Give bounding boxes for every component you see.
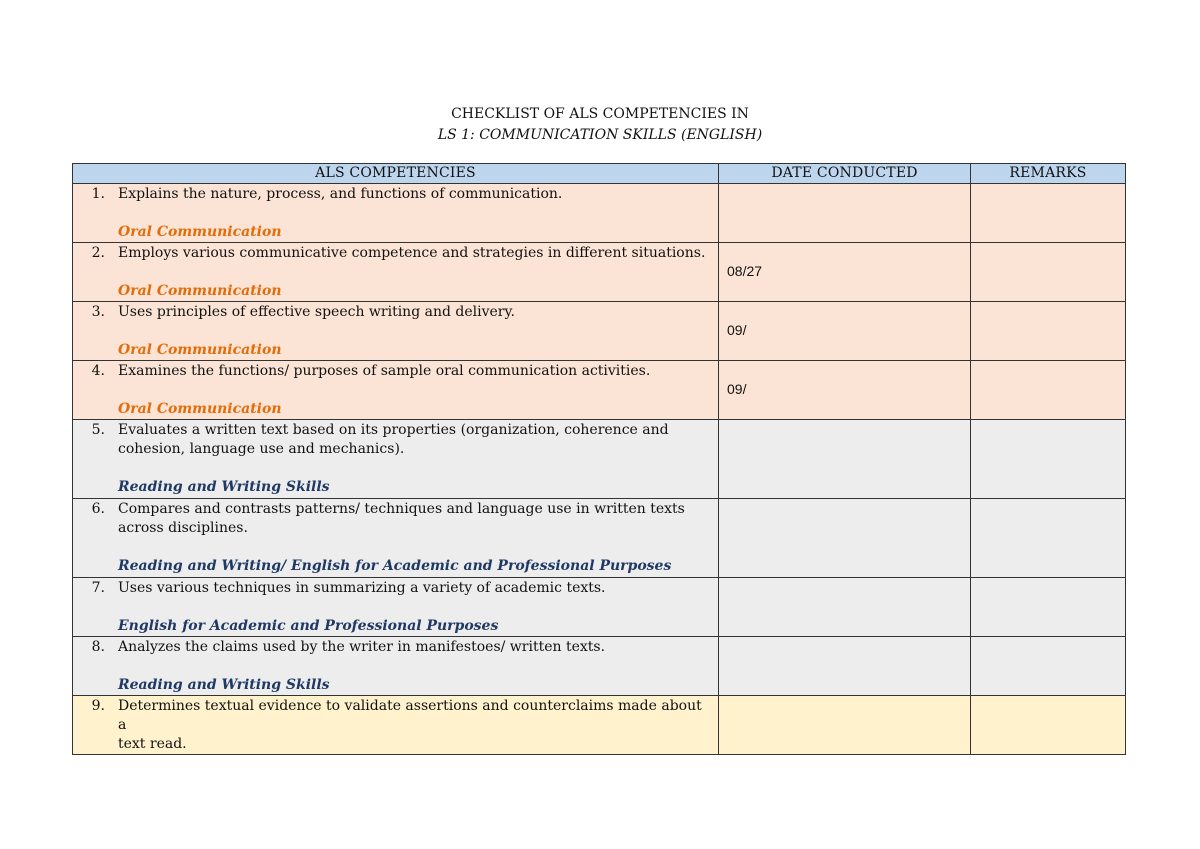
title-line-1: CHECKLIST OF ALS COMPETENCIES IN xyxy=(451,106,749,122)
date-value xyxy=(727,637,970,657)
remarks-cell[interactable] xyxy=(971,578,1126,637)
table-header-row xyxy=(73,164,1126,184)
row-number: 1. xyxy=(91,186,105,202)
table-row xyxy=(73,361,1126,420)
competency-text: Examines the functions/ purposes of sample oral communication activities. xyxy=(118,363,651,379)
row-number: 5. xyxy=(91,422,105,438)
competency-cell xyxy=(73,420,719,499)
competency-checklist-table xyxy=(72,163,1126,755)
date-value: 09/ xyxy=(727,381,747,397)
date-value xyxy=(727,420,970,440)
competency-text: Uses various techniques in summarizing a variety of academic texts. xyxy=(118,580,606,596)
title-line-2: LS 1: COMMUNICATION SKILLS (ENGLISH) xyxy=(437,127,763,143)
row-number: 2. xyxy=(91,245,105,261)
date-conducted-cell[interactable] xyxy=(719,696,971,755)
date-conducted-cell[interactable] xyxy=(719,184,971,243)
competency-cell xyxy=(73,696,719,755)
remarks-cell[interactable] xyxy=(971,243,1126,302)
table-row xyxy=(73,420,1126,499)
competency-text: Compares and contrasts patterns/ techniques and language use in written texts xyxy=(118,501,685,517)
table-row xyxy=(73,302,1126,361)
remarks-cell[interactable] xyxy=(971,302,1126,361)
table-row xyxy=(73,184,1126,243)
row-number: 4. xyxy=(91,363,105,379)
competency-cell xyxy=(73,361,719,420)
competency-text: Employs various communicative competence and strategies in different situations. xyxy=(118,245,706,261)
competency-category: Oral Communication xyxy=(118,401,282,417)
header-remarks: REMARKS xyxy=(971,164,1126,184)
competency-category: Reading and Writing Skills xyxy=(118,677,330,693)
competency-cell xyxy=(73,637,719,696)
competency-text: Analyzes the claims used by the writer in manifestoes/ written texts. xyxy=(118,639,606,655)
remarks-cell[interactable] xyxy=(971,499,1126,578)
competency-cell xyxy=(73,243,719,302)
competency-category: Reading and Writing Skills xyxy=(118,479,330,495)
date-value: 09/ xyxy=(727,322,747,338)
date-value: 08/27 xyxy=(727,263,763,279)
competency-text-continued: cohesion, language use and mechanics). xyxy=(118,441,405,457)
competency-text: Uses principles of effective speech writing and delivery. xyxy=(118,304,515,320)
competency-text-continued: across disciplines. xyxy=(118,520,248,536)
row-number: 3. xyxy=(91,304,105,320)
remarks-cell[interactable] xyxy=(971,637,1126,696)
competency-text: Determines textual evidence to validate assertions and counterclaims made about a xyxy=(118,698,702,733)
header-als-competencies: ALS COMPETENCIES xyxy=(73,164,719,184)
table-row xyxy=(73,499,1126,578)
document-title xyxy=(0,104,1200,146)
date-value xyxy=(727,499,970,519)
competency-text: Evaluates a written text based on its properties (organization, coherence and xyxy=(118,422,669,438)
competency-category: Oral Communication xyxy=(118,224,282,240)
competency-text: Explains the nature, process, and functions of communication. xyxy=(118,186,563,202)
date-conducted-cell[interactable] xyxy=(719,499,971,578)
table-row xyxy=(73,578,1126,637)
date-value xyxy=(727,696,970,716)
row-number: 7. xyxy=(91,580,105,596)
table-row xyxy=(73,637,1126,696)
row-number: 9. xyxy=(91,698,105,714)
remarks-cell[interactable] xyxy=(971,420,1126,499)
table-row xyxy=(73,696,1126,755)
competency-cell xyxy=(73,302,719,361)
date-conducted-cell[interactable] xyxy=(719,361,971,420)
date-conducted-cell[interactable] xyxy=(719,302,971,361)
date-conducted-cell[interactable] xyxy=(719,243,971,302)
remarks-cell[interactable] xyxy=(971,696,1126,755)
date-conducted-cell[interactable] xyxy=(719,420,971,499)
competency-category: English for Academic and Professional Purposes xyxy=(118,618,499,634)
competency-category: Reading and Writing/ English for Academic and Professional Purposes xyxy=(118,558,672,574)
remarks-cell[interactable] xyxy=(971,184,1126,243)
competency-category: Oral Communication xyxy=(118,342,282,358)
date-conducted-cell[interactable] xyxy=(719,637,971,696)
row-number: 6. xyxy=(91,501,105,517)
row-number: 8. xyxy=(91,639,105,655)
competency-category: Oral Communication xyxy=(118,283,282,299)
date-value xyxy=(727,578,970,598)
header-date-conducted: DATE CONDUCTED xyxy=(719,164,971,184)
competency-cell xyxy=(73,184,719,243)
competency-cell xyxy=(73,578,719,637)
date-value xyxy=(727,184,970,204)
date-conducted-cell[interactable] xyxy=(719,578,971,637)
competency-cell xyxy=(73,499,719,578)
table-row xyxy=(73,243,1126,302)
remarks-cell[interactable] xyxy=(971,361,1126,420)
competency-text-continued: text read. xyxy=(118,736,187,752)
